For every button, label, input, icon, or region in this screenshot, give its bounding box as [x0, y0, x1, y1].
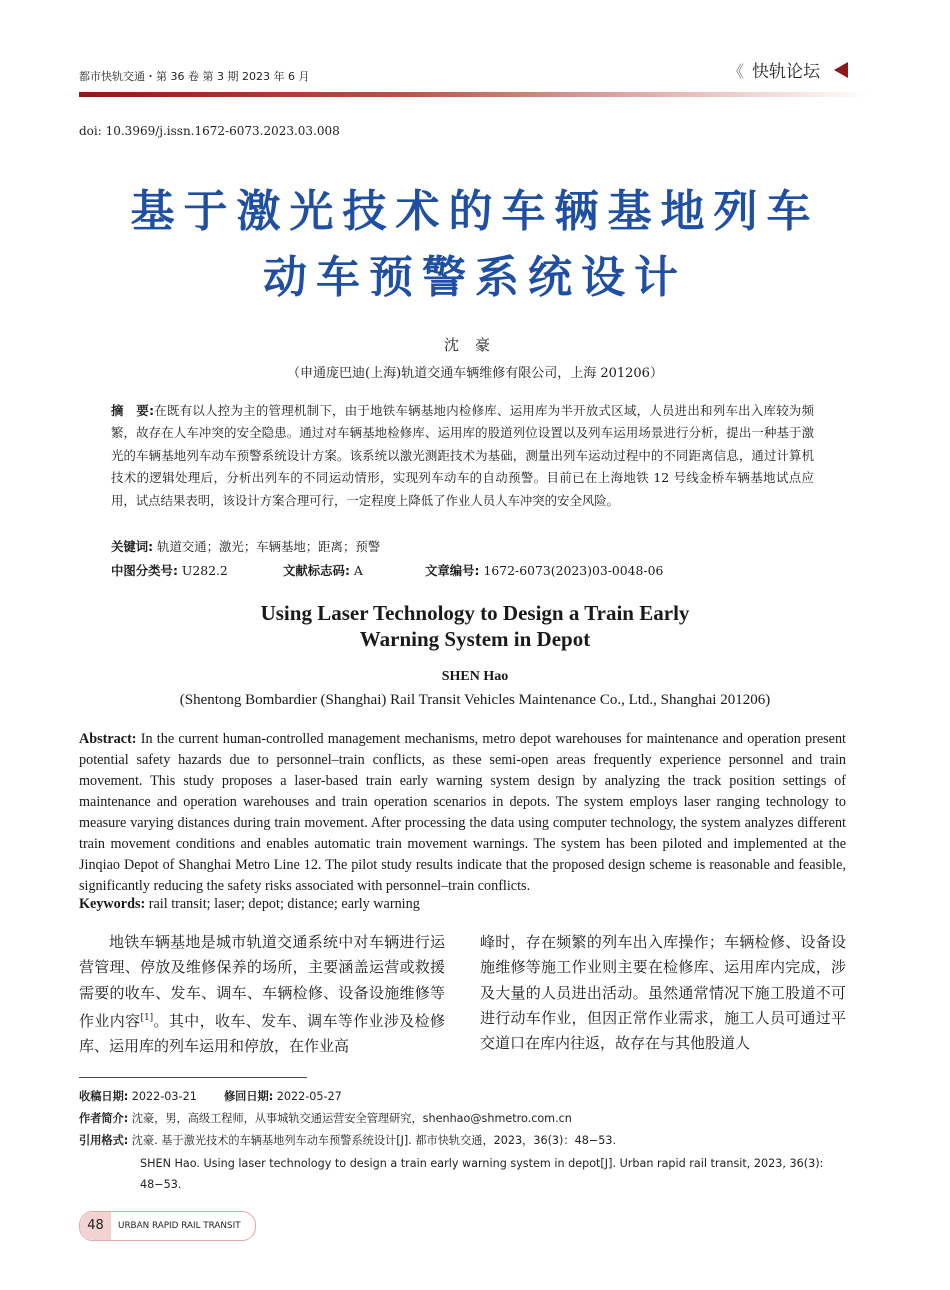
keywords-en-label: Keywords:	[79, 896, 146, 912]
page-number: 48	[80, 1212, 111, 1240]
triangle-marker-icon	[834, 62, 848, 78]
footnote-citation-cn	[79, 1132, 616, 1148]
clc-number	[111, 561, 228, 579]
keywords-en	[79, 896, 420, 913]
title-en-line-1: Using Laser Technology to Design a Train Early	[260, 601, 690, 625]
author-en: SHEN Hao	[441, 669, 509, 684]
author-bio-label: 作者简介:	[79, 1112, 129, 1125]
abstract-en-text: In the current human-controlled management mechanisms, metro depot warehouses for maintenance and operation present potential safety hazards due to personnel–train conflicts, as these semi-open areas frequently experience personnel and train movement. This study proposes a laser-based train early warning system design by analyzing the track position settings of maintenance and operation warehouses and train operation scenarios in depots. The system employs laser ranging technology to measure varying distances during train movement. After processing the data using computer technology, the system analyzes different train movement conditions and enables automatic train movement warnings. The system has been piloted and implemented at the Jinqiao Depot of Shanghai Metro Line 12. The pilot study results indicate that the proposed design scheme is reasonable and feasible, significantly reducing the safety risks associated with personnel–train conflicts.	[79, 731, 846, 894]
article-number	[425, 561, 663, 579]
clc-label: 中图分类号:	[111, 563, 178, 578]
author-cn: 沈豪	[443, 336, 506, 354]
author-bio-text: 沈豪，男，高级工程师，从事城轨交通运营安全管理研究，shenhao@shmetro.com.cn	[131, 1112, 572, 1125]
title-cn-line-1: 基于激光技术的车辆基地列车	[130, 186, 820, 237]
revised-label: 修回日期:	[223, 1090, 274, 1103]
title-en-line-2: Warning System in Depot	[359, 627, 591, 651]
title-cn-line-2: 动车预警系统设计	[263, 252, 687, 303]
footnote-citation-en: SHEN Hao. Using laser technology to design a train early warning system in depot[J]. Urban rapid rail transit, 2023, 36(3): 48−53.	[140, 1157, 824, 1191]
abstract-cn	[111, 400, 814, 512]
body-column-right: 峰时，存在频繁的列车出入库操作；车辆检修、设备设施维修等施工作业则主要在检修库、运用库内完成，涉及大量的人员进出活动。虽然通常情况下施工股道不可进行动车作业，但因正常作业需求，施工人员可通过平交道口在库内往返，故存在与其他股道人	[480, 933, 846, 1053]
footnote-author-bio	[79, 1110, 572, 1126]
clc-value: U282.2	[181, 563, 228, 578]
footer-journal-name: URBAN RAPID RAIL TRANSIT	[118, 1221, 241, 1231]
chevron-left-icon: 《	[727, 62, 744, 81]
received-label: 收稿日期:	[79, 1090, 129, 1103]
keywords-cn-label: 关键词:	[111, 539, 154, 554]
abstract-cn-text: 在既有以人控为主的管理机制下，由于地铁车辆基地内检修库、运用库为半开放式区域，人员进出和列车出入库较为频繁，故存在人车冲突的安全隐患。通过对车辆基地检修库、运用库的股道列位设置以及列车运用场景进行分析，提出一种基于激光的车辆基地列车动车预警系统设计方案。该系统以激光测距技术为基础，测量出列车运动过程中的不同距离信息，通过计算机技术的逻辑处理后，分析出列车的不同运动情形，实现列车动车的自动预警。目前已在上海地铁 12 号线金桥车辆基地试点应用，试点结果表明，该设计方案合理可行，一定程度上降低了作业人员人车冲突的安全风险。	[111, 403, 814, 508]
doc-label: 文献标志码:	[283, 563, 350, 578]
revised-date: 2022-05-27	[276, 1090, 342, 1103]
document-code	[283, 561, 363, 579]
received-date: 2022-03-21	[131, 1090, 197, 1103]
footnote-divider	[79, 1077, 307, 1078]
affiliation-cn: （申通庞巴迪(上海)轨道交通车辆维修有限公司，上海 201206）	[287, 366, 663, 381]
journal-issue-line: 都市快轨交通・第 36 卷 第 3 期 2023 年 6 月	[79, 70, 310, 83]
page-footer	[79, 1211, 256, 1241]
doc-value: A	[353, 563, 363, 578]
body-column-left	[79, 930, 445, 1059]
article-label: 文章编号:	[425, 563, 480, 578]
abstract-en-label: Abstract:	[79, 731, 137, 747]
citation-label: 引用格式:	[79, 1134, 129, 1147]
doi: doi: 10.3969/j.issn.1672-6073.2023.03.008	[79, 124, 340, 138]
article-value: 1672-6073(2023)03-0048-06	[483, 563, 664, 578]
header-divider	[79, 92, 871, 97]
keywords-cn-text: 轨道交通；激光；车辆基地；距离；预警	[157, 539, 381, 554]
body-left-text-a: 地铁车辆基地是城市轨道交通系统中对车辆进行运营管理、停放及维修保养的场所，主要涵盖运营或救援需要的收车、发车、调车、车辆检修、设备设施维修等作业内容	[79, 933, 445, 1030]
affiliation-en: (Shentong Bombardier (Shanghai) Rail Transit Vehicles Maintenance Co., Ltd., Shanghai 201206)	[179, 692, 771, 708]
column-tag	[728, 57, 820, 82]
keywords-en-text: rail transit; laser; depot; distance; early warning	[148, 896, 420, 912]
abstract-en	[79, 729, 846, 897]
column-name: 快轨论坛	[752, 62, 820, 82]
keywords-cn	[111, 537, 380, 555]
footnote-dates	[79, 1088, 342, 1104]
body-left-text-b: 。其中，收车、发车、调车等作业涉及检修库、运用库的列车运用和停放，在作业高	[79, 1011, 445, 1056]
abstract-cn-label: 摘 要:	[111, 403, 155, 418]
citation-cn-text: 沈豪. 基于激光技术的车辆基地列车动车预警系统设计[J]. 都市快轨交通，2023，36(3)：48−53.	[131, 1134, 617, 1147]
citation-ref-1[interactable]: [1]	[140, 1012, 154, 1023]
